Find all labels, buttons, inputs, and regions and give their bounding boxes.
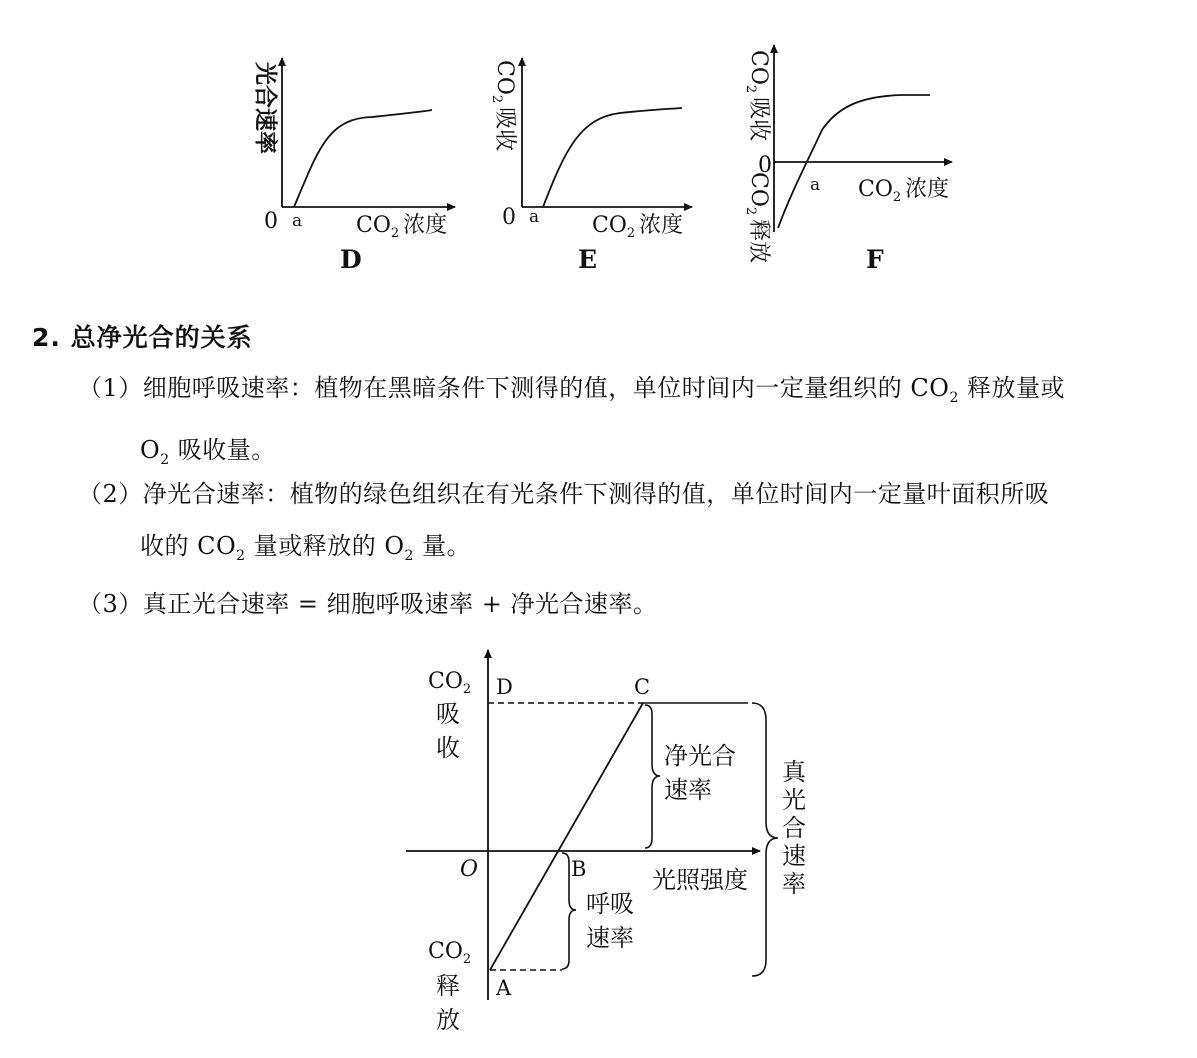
figure-e-xlabel: $CO_2$ 浓度 — [592, 213, 684, 241]
figure-d-ylabel: 光合速率 — [252, 62, 279, 154]
figure-f-origin: 0 — [758, 153, 772, 178]
main-ylabel-bottom-co: $CO_2$ — [428, 939, 472, 967]
item-1-line2-sub: 2 — [160, 451, 170, 468]
figure-d-origin: 0 — [264, 209, 278, 234]
item-2-label: 净光合速率： — [142, 480, 290, 508]
main-ylabel-bottom-2: 放 — [436, 1006, 460, 1034]
figure-d-a-label: a — [292, 211, 303, 231]
point-b-label: B — [571, 857, 587, 881]
figure-e-a-label: a — [529, 207, 540, 227]
item-net-photosynthesis-rate — [78, 468, 1188, 582]
true-rate-char-4: 速 — [782, 842, 806, 870]
figure-e-origin: 0 — [502, 205, 516, 230]
point-a-label: A — [496, 976, 512, 1000]
item-3-text: 真正光合速率 = 细胞呼吸速率 + 净光合速率。 — [142, 590, 658, 618]
true-rate-brace — [752, 703, 778, 976]
net-rate-brace — [645, 705, 660, 848]
item-2-line-2 — [78, 520, 1188, 582]
item-2-text-a: 植物的绿色组织在有光条件下测得的值，单位时间内一定量叶面积所吸 — [289, 480, 1050, 508]
main-ylabel-top-co: $CO_2$ — [428, 669, 472, 697]
item-true-photosynthesis-rate — [78, 578, 1188, 630]
true-rate-char-1: 真 — [782, 758, 806, 786]
main-ylabel-bottom-1: 释 — [436, 972, 460, 1000]
main-ylabel-top-2: 收 — [436, 734, 460, 762]
main-figure — [406, 650, 807, 1034]
true-rate-char-3: 合 — [782, 814, 806, 842]
figure-f-xlabel: $CO_2$ 浓度 — [858, 177, 950, 205]
item-2-number: （2） — [78, 480, 143, 508]
item-1-number: （1） — [78, 374, 143, 402]
figure-e — [489, 58, 692, 274]
item-3-number: （3） — [78, 590, 143, 618]
figure-d-xlabel: $CO_2$ 浓度 — [356, 213, 448, 241]
item-2-line2-c: 量。 — [413, 532, 472, 560]
section-heading: 2. 总净光合的关系 — [32, 323, 253, 352]
point-c-label: C — [634, 675, 651, 699]
net-rate-label-1: 净光合 — [664, 742, 736, 770]
true-rate-char-5: 率 — [782, 870, 806, 898]
figure-f — [743, 45, 952, 274]
main-origin-label: O — [460, 857, 479, 882]
item-2-line2-sub1: 2 — [236, 547, 246, 564]
main-xlabel: 光照强度 — [652, 866, 748, 894]
item-1-sub-a: 2 — [949, 389, 959, 406]
resp-rate-label-2: 速率 — [586, 924, 634, 952]
figure-e-ylabel: $CO_2$吸收 — [489, 60, 517, 152]
item-1-line2-o: O — [140, 435, 161, 464]
figure-e-caption: E — [578, 245, 598, 274]
figure-e-curve — [543, 108, 682, 207]
figure-f-ylabel-top: $CO_2$吸收 — [743, 50, 771, 142]
point-d-label: D — [496, 675, 513, 699]
figure-f-a-label: a — [810, 175, 821, 195]
item-1-line2-rest: 吸收量。 — [169, 435, 276, 464]
main-ylabel-top-1: 吸 — [436, 700, 460, 728]
figure-d — [252, 58, 455, 274]
item-2-line2-a: 收的 CO — [140, 532, 237, 560]
item-1-text-a: 植物在黑暗条件下测得的值，单位时间内一定量组织的 CO — [314, 374, 950, 402]
figure-f-caption: F — [866, 245, 884, 274]
net-rate-label-2: 速率 — [664, 776, 712, 804]
figure-f-ylabel-bottom: $CO_2$释放 — [743, 172, 771, 264]
item-1-text-b: 释放量或 — [958, 374, 1066, 402]
item-2-line2-b: 量或释放的 O — [245, 532, 405, 560]
figure-d-caption: D — [340, 245, 362, 274]
resp-rate-label-1: 呼吸 — [586, 890, 634, 918]
true-rate-char-2: 光 — [782, 786, 806, 814]
figure-d-curve — [294, 110, 432, 207]
item-2-line2-sub2: 2 — [404, 547, 414, 564]
item-1-label: 细胞呼吸速率： — [142, 374, 315, 402]
